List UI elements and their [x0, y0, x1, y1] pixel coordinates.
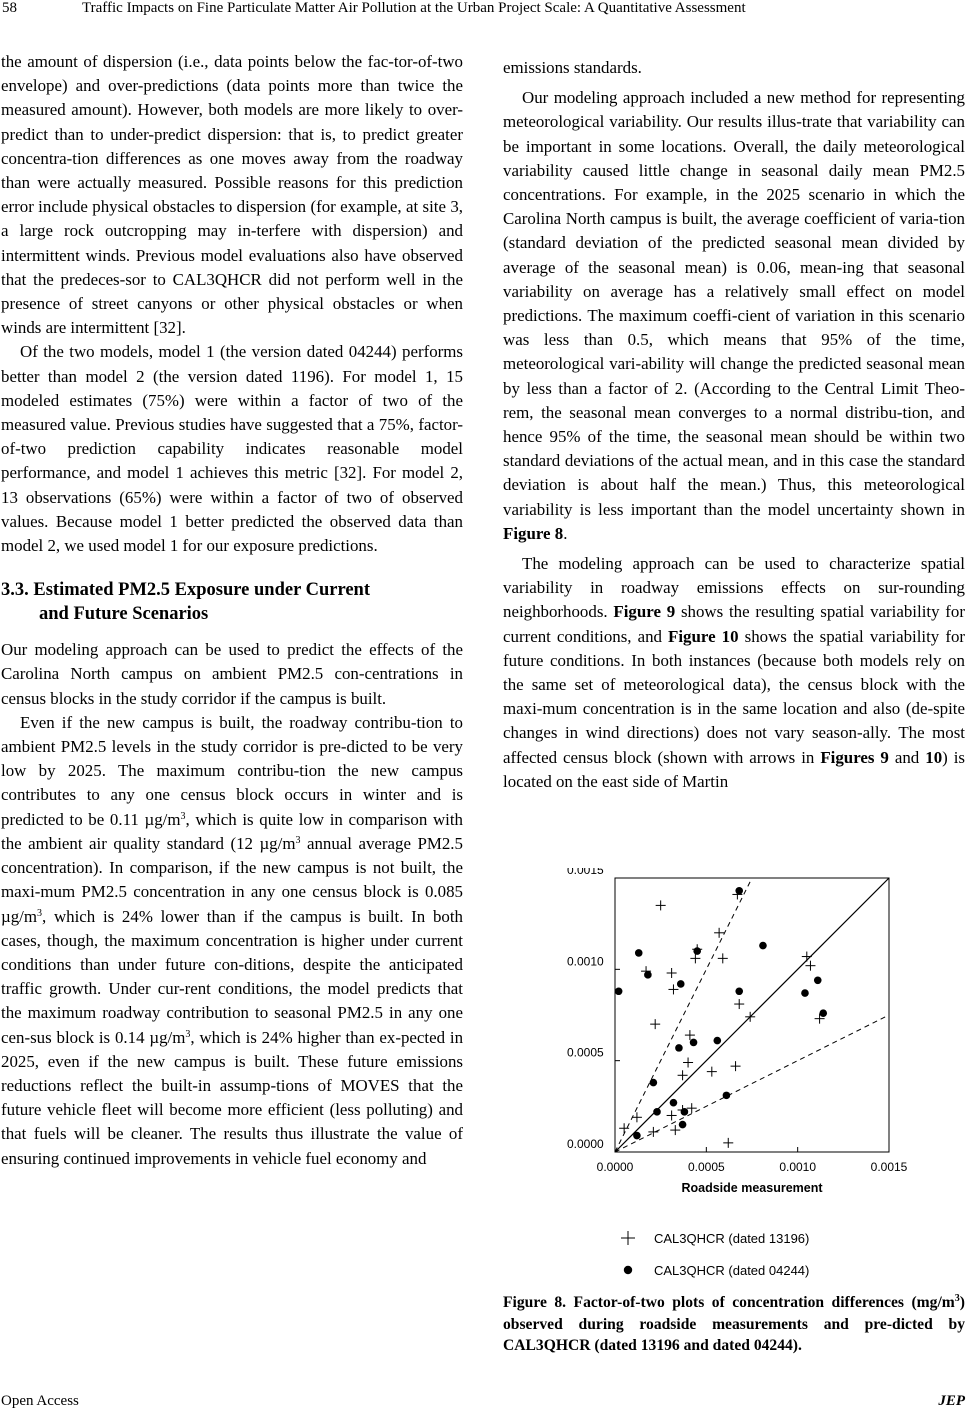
y-tick-label: 0.0005	[567, 1045, 604, 1060]
paragraph-emissions: emissions standards.	[503, 58, 642, 77]
plus-point	[650, 1019, 660, 1029]
paragraph-campus-effect	[1, 711, 463, 1171]
right-column	[503, 56, 965, 794]
caption-text: ) observed during roadside measurements and pre-dicted by CAL3QHCR (dated 13196 and dated 04244).	[503, 1294, 965, 1354]
figure-reference: Figure 9	[613, 602, 676, 622]
dot-point	[819, 1009, 827, 1017]
plus-point	[714, 928, 724, 938]
caption-text: Figure 8. Factor-of-two plots of concentration differences (mg/m	[503, 1294, 955, 1311]
scatter-plot-svg	[550, 868, 940, 1288]
figure-reference: Figures 9	[820, 747, 889, 767]
section-heading	[1, 578, 463, 626]
figure-reference: Figure 10	[668, 626, 739, 646]
plus-point	[648, 1127, 658, 1137]
dot-point	[670, 1099, 678, 1107]
plus-point	[668, 984, 678, 994]
text-span: Our modeling approach included a new method for representing meteorological variability. Our results illus-trate that variability can be important in some locations. Overall, the daily meteorological variability caused little change in seasonal daily mean PM2.5 concentrations. For example, in the 2025 scenario in which the Carolina North campus is built, the average coefficient of varia-tion (standard deviation of the predicted seasonal mean divided by average of the seasonal mean) is 0.06, mean-ing that seasonal variability on average has a relatively small effect on model predictions. The maximum coeffi-cient of variation in this scenario was less than 0.5, which means that 95% of the time, meteorological vari-ability will change the predicted seasonal mean by less than a factor of 2. (According to the Central Limit Theo-rem, the seasonal mean converges to a normal distribu-tion, and hence 95% of the time, the seasonal mean should be within two standard deviations of the actual mean, and in this case the standard deviation is about half the mean.) Thus, this meteorological variability is less important than the model uncertainty shown in	[503, 88, 965, 519]
legend-plus-marker	[621, 1231, 635, 1245]
section-title-line-1: Estimated PM2.5 Exposure under Current	[33, 580, 370, 601]
dot-point	[681, 1108, 689, 1116]
dot-point	[801, 989, 809, 997]
plus-point	[685, 1030, 695, 1040]
plus-point	[805, 961, 815, 971]
text-span: shows the spatial variability for future conditions. In both instances (because both models rely on the same set of meteorological data), the census block with the maxi-mum concentration is in the same location and also (de-spite changes in wind directions) does not vary season-ally. The most affected census block (shown with arrows in	[503, 626, 966, 767]
text-span: ) is located on the east side of Martin	[503, 747, 966, 791]
superscript: 3	[37, 907, 43, 919]
dot-point	[759, 942, 767, 950]
superscript: 3	[295, 834, 301, 846]
x-tick-label: 0.0010	[779, 1160, 817, 1174]
dot-point	[713, 1037, 721, 1045]
dot-point	[679, 1121, 687, 1129]
legend-dot-marker	[624, 1266, 632, 1274]
plus-point	[687, 1103, 697, 1113]
dot-point	[735, 887, 743, 895]
paragraph-dispersion: the amount of dispersion (i.e., data points below the fac-tor-of-two envelope) and over-predictions (data points more than twice the measured amount). However, both models are more likely to over-predict than to under-predict dispersion: that is, to predict greater concentra-tion differences as one moves away from the roadway than were actually measured. Possible reasons for this prediction error include physical obstacles to dispersion (for example, at site 3, a large rock outcropping may in-terfere with dispersion) and intermittent winds. Previous model evaluations also have observed that the predeces-sor to CAL3QHCR did not perform well in the presence of street canyons or other physical obstacles or when winds are intermittent [32].	[1, 52, 463, 338]
dot-point	[650, 1079, 658, 1087]
x-axis-label: Roadside measurement	[681, 1181, 823, 1195]
plus-point	[718, 953, 728, 963]
dot-point	[615, 987, 623, 995]
plus-point	[670, 1125, 680, 1135]
legend-label-04244: CAL3QHCR (dated 04244)	[654, 1263, 810, 1278]
running-title: Traffic Impacts on Fine Particulate Matter Air Pollution at the Urban Project Scale: A Quantitative Assessment	[82, 0, 746, 16]
plus-point	[690, 953, 700, 963]
plus-point	[667, 1110, 677, 1120]
figure-reference: 10	[925, 747, 943, 767]
text-span: , which is quite low in comparison with the ambient air quality standard (12 µg/m	[1, 809, 464, 853]
x-tick-label: 0.0000	[596, 1160, 634, 1174]
dot-point	[690, 1039, 698, 1047]
text-span: annual average PM2.5 concentration). In comparison, if the new campus is not built, the maxi-mum PM2.5 concentration in any one census block is 0.085 µg/m	[1, 833, 463, 926]
figure-caption	[503, 1292, 965, 1357]
plus-point	[683, 1057, 693, 1067]
plus-point	[656, 900, 666, 910]
paragraph-approach: Our modeling approach can be used to predict the effects of the Carolina North campus on ambient PM2.5 con-centrations in census blocks in the study corridor if the campus is built.	[1, 640, 463, 708]
dot-point	[723, 1092, 731, 1100]
text-span: and	[888, 747, 926, 767]
dot-point	[814, 976, 822, 984]
superscript: 3	[954, 1293, 960, 1304]
dot-point	[675, 1044, 683, 1052]
y-tick-label: 0.0015	[567, 868, 604, 877]
left-column	[1, 50, 463, 1171]
dot-point	[633, 1132, 641, 1140]
figure-reference: Figure 8	[503, 523, 564, 543]
text-span: Even if the new campus is built, the roadway contribu-tion to ambient PM2.5 levels in the study corridor is pre-dicted to be very low by 2025. The maximum contribu-tion the new campus contributes to any one census block occurs in winter and is predicted to be 0.11 µg/m	[1, 712, 463, 829]
dot-point	[635, 949, 643, 957]
x-tick-label: 0.0005	[687, 1160, 725, 1174]
legend-label-13196: CAL3QHCR (dated 13196)	[654, 1231, 810, 1246]
plus-point	[632, 1112, 642, 1122]
paragraph-spatial-variability	[503, 552, 965, 794]
y-tick-label: 0.0000	[567, 1137, 604, 1151]
plus-point	[802, 952, 812, 962]
section-title-line-2: and Future Scenarios	[39, 604, 209, 625]
text-span: .	[563, 523, 568, 543]
dot-point	[677, 980, 685, 988]
paragraph-model-comparison: Of the two models, model 1 (the version dated 04244) performs better than model 2 (the version dated 1196). For model 1, 15 modeled estimates (75%) were within a factor of two of the measured value. Previous studies have suggested that a 75%, factor-of-two prediction capability indicates reasonable model performance, and model 1 achieves this metric [32]. For model 2, 13 observations (65%) were within a factor of two of observed values. Because model 1 better predicted the observed data than model 2, we used model 1 for our exposure predictions.	[1, 342, 463, 556]
text-span: The modeling approach can be used to characterize spatial variability in roadway emissions effects on sur-rounding neighborhoods.	[503, 554, 965, 622]
paragraph-met-variability	[503, 86, 965, 546]
dot-point	[735, 987, 743, 995]
plus-point	[619, 1123, 629, 1133]
y-tick-label: 0.0010	[567, 954, 604, 969]
figure-8-chart	[550, 868, 940, 1288]
plus-point	[723, 1138, 733, 1148]
footer-open-access: Open Access	[1, 1393, 79, 1409]
page-number: 58	[2, 0, 17, 16]
superscript: 3	[185, 1028, 191, 1040]
plus-point	[734, 999, 744, 1009]
dot-point	[653, 1108, 661, 1116]
plus-point	[707, 1067, 717, 1077]
text-span: shows the resulting spatial variability for current conditions, and	[503, 602, 965, 646]
section-number: 3.3.	[1, 580, 29, 601]
plus-point	[667, 968, 677, 978]
plus-point	[678, 1070, 688, 1080]
dot-point	[644, 971, 652, 979]
superscript: 3	[180, 810, 186, 822]
plus-point	[731, 1061, 741, 1071]
text-span: , which is 24% higher than ex-pected in 2025, even if the new campus is built. These future emissions reductions reflect the built-in assump-tions of MOVES that the future vehicle fleet will become more efficient (less polluting) and that fuels will be cleaner. The results thus illustrate the value of ensuring continued improvements in vehicle fuel economy and	[1, 1027, 464, 1168]
footer-journal: JEP	[938, 1393, 965, 1409]
text-span: , which is 24% lower than if the campus is built. In both cases, though, the maximum concentration is higher under current conditions than under future con-ditions, despite the anticipated traffic growth. Under cur-rent conditions, the model predicts that the maximum roadway contribution to seasonal PM2.5 in any one cen-sus block is 0.14 µg/m	[1, 906, 463, 1047]
dot-point	[693, 947, 701, 955]
x-tick-label: 0.0015	[870, 1160, 908, 1174]
